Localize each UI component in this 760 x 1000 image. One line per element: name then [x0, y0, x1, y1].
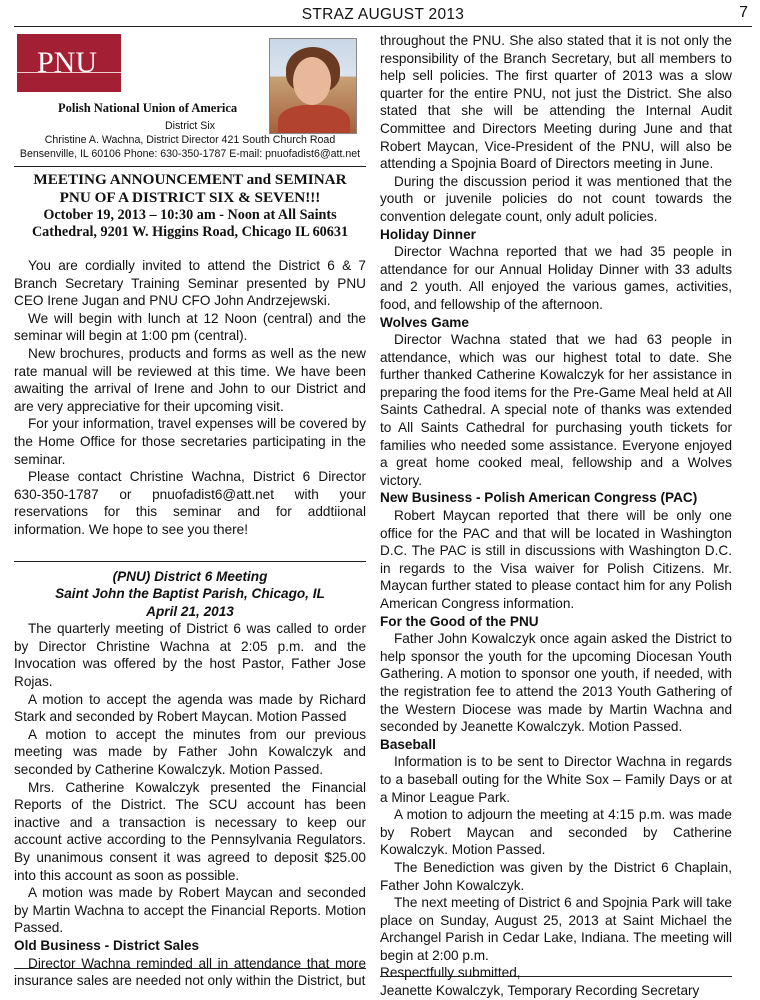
signature-line: Jeanette Kowalczyk, Temporary Recording Secretary	[380, 983, 700, 999]
section-heading: Baseball	[380, 736, 436, 752]
footer-divider	[380, 976, 732, 977]
divider	[14, 561, 366, 562]
meeting-paragraph: The next meeting of District 6 and Spojnia Park will take place on Sunday, August 25, 2013 at Saint Michael the Archangel Parish in Cedar Lake, Indiana. The meeting will begin at 2:00 p.m.	[380, 895, 732, 963]
meeting-paragraph: During the discussion period it was mentioned that the youth or juvenile policies do not count towards the convention delegate count, only adult policies.	[380, 173, 732, 224]
address-line-1: Christine A. Wachna, District Director 421 South Church Road	[44, 134, 336, 146]
meeting-paragraph: A motion to adjourn the meeting at 4:15 p.m. was made by Robert Maycan and seconded by Catherine Kowalczyk. Motion Passed.	[380, 807, 732, 858]
meeting-paragraph: Father John Kowalczyk once again asked the District to help sponsor the youth for the upcoming Diocesan Youth Gathering. A motion to sponsor one youth, if needed, with the registration fee to attend the 2013 Youth Gathering of the Western Diocese was made by Martin Wachna and seconded by Jeanette Kowalczyk. Motion Passed.	[380, 631, 732, 735]
header-divider	[14, 26, 752, 27]
divider	[14, 166, 366, 167]
meeting-paragraph: The Benediction was given by the District 6 Chaplain, Father John Kowalczyk.	[380, 859, 732, 893]
meeting-paragraph: A motion was made by Robert Maycan and seconded by Martin Wachna to accept the Financial Reports. Motion Passed.	[14, 885, 366, 936]
announcement-date-1: October 19, 2013 – 10:30 am - Noon at All Saints	[43, 207, 337, 223]
left-column	[14, 32, 366, 990]
section-heading: Holiday Dinner	[380, 226, 476, 242]
meeting-paragraph: Mrs. Catherine Kowalczyk presented the Financial Reports of the District. The SCU account has been inactive and a transaction is necessary to keep our account active according to the Pennsylvania Regulators. By unanimous consent it was agreed to deposit $25.00 into this account as soon as possible.	[14, 779, 366, 883]
footer-divider	[14, 968, 366, 969]
district-label: District Six	[164, 120, 216, 132]
announcement-paragraph: Please contact Christine Wachna, District 6 Director 630-350-1787 or pnuofadist6@att.net with your reservations for this seminar and for addtiional information. We hope to see you there!	[14, 469, 366, 537]
section-heading: New Business - Polish American Congress (PAC)	[380, 490, 698, 506]
announcement-title-1: MEETING ANNOUNCEMENT and SEMINAR	[33, 171, 347, 188]
announcement-paragraph: For your information, travel expenses will be covered by the Home Office for those secretaries participating in the seminar.	[14, 416, 366, 467]
meeting-paragraph: The quarterly meeting of District 6 was called to order by Director Christine Wachna at 2:05 p.m. and the Invocation was offered by the host Pastor, Father Jose Rojas.	[14, 621, 366, 690]
contact-block	[14, 119, 366, 161]
meeting-paragraph: Director Wachna reminded all in attendance that more insurance sales are needed not only within the District, but	[14, 955, 366, 989]
page-number: 7	[739, 4, 748, 21]
meeting-paragraph: A motion to accept the agenda was made by Richard Stark and seconded by Robert Maycan. Motion Passed	[14, 691, 366, 725]
meeting-title: (PNU) District 6 Meeting	[112, 568, 268, 584]
org-name: Polish National Union of America	[58, 101, 238, 115]
pnu-logo-text: PNU	[37, 46, 98, 79]
meeting-paragraph: Robert Maycan reported that there will be only one office for the PAC and that will be located in Washington D.C. The PAC is still in discussions with Washington D.C. in regards to the Visa waiver for Polish Citizens. Mr. Maycan further stated to please contact him for any Polish American Congress information.	[380, 508, 732, 611]
meeting-location: Saint John the Baptist Parish, Chicago, IL	[55, 586, 325, 602]
announcement-heading	[14, 171, 366, 241]
meeting-paragraph: Information is to be sent to Director Wachna in regards to a baseball outing for the White Sox – Family Days or at a Minor League Park.	[380, 754, 732, 805]
logo-stripe	[17, 72, 121, 73]
meeting-paragraph: A motion to accept the minutes from our previous meeting was made by Father John Kowalczyk and seconded by Catherine Kowalczyk. Motion Passed.	[14, 726, 366, 778]
meeting-paragraph: Director Wachna stated that we had 63 people in attendance, which was our highest total to date. She further thanked Catherine Kowalczyk for her assistance in preparing the food items for the Pre-Game Meal held at All Saints Cathedral. A special note of thanks was extended to All Saints Cathedral for purchasing youth tickets for families who needed some assistance. Everyone enjoyed a great home cooked meal, fellowship and a Wolves victory.	[380, 332, 732, 488]
section-heading: Old Business - District Sales	[14, 937, 200, 953]
meeting-paragraph: Director Wachna reported that we had 35 people in attendance for our Annual Holiday Dinner with 33 adults and 2 youth. All enjoyed the various games, activities, food, and fellowship of the afternoon.	[380, 244, 732, 312]
address-line-2: Bensenville, IL 60106 Phone: 630-350-1787 E-mail: pnuofadist6@att.net	[19, 148, 361, 160]
page-header	[14, 4, 752, 26]
letterhead	[14, 32, 366, 160]
announcement-paragraph: You are cordially invited to attend the District 6 & 7 Branch Secretary Training Seminar presented by PNU CEO Irene Jugan and PNU CFO John Andrzejewski.	[14, 258, 366, 309]
section-heading: Wolves Game	[380, 314, 469, 330]
meeting-date: April 21, 2013	[146, 603, 234, 619]
pnu-logo	[17, 34, 121, 92]
newspaper-title: STRAZ AUGUST 2013	[301, 6, 465, 23]
meeting-heading	[14, 568, 366, 621]
meeting-paragraph: throughout the PNU. She also stated that it is not only the responsibility of the Branch Secretary, but all members to help sell policies. The first quarter of 2013 was a slow quarter for the entire PNU, not just the District. She also stated that she will be attending the Internal Audit Committee and Directors Meeting during June and that Robert Maycan, Vice-President of the PNU, will also be attending a Spojnia Board of Directors meeting in June.	[380, 33, 732, 172]
announcement-paragraph: We will begin with lunch at 12 Noon (central) and the seminar will begin at 1:00 pm (central).	[14, 310, 366, 344]
closing-line: Respectfully submitted,	[380, 965, 521, 981]
announcement-title-2: PNU OF A DISTRICT SIX & SEVEN!!!	[59, 189, 321, 206]
section-heading: For the Good of the PNU	[380, 613, 539, 629]
right-column	[380, 32, 732, 1000]
announcement-paragraph: New brochures, products and forms as well as the new rate manual will be reviewed at this time. We have been awaiting the arrival of Irene and John to our District and are very appreciative for their upcoming visit.	[14, 345, 366, 414]
announcement-date-2: Cathedral, 9201 W. Higgins Road, Chicago IL 60631	[31, 224, 349, 240]
